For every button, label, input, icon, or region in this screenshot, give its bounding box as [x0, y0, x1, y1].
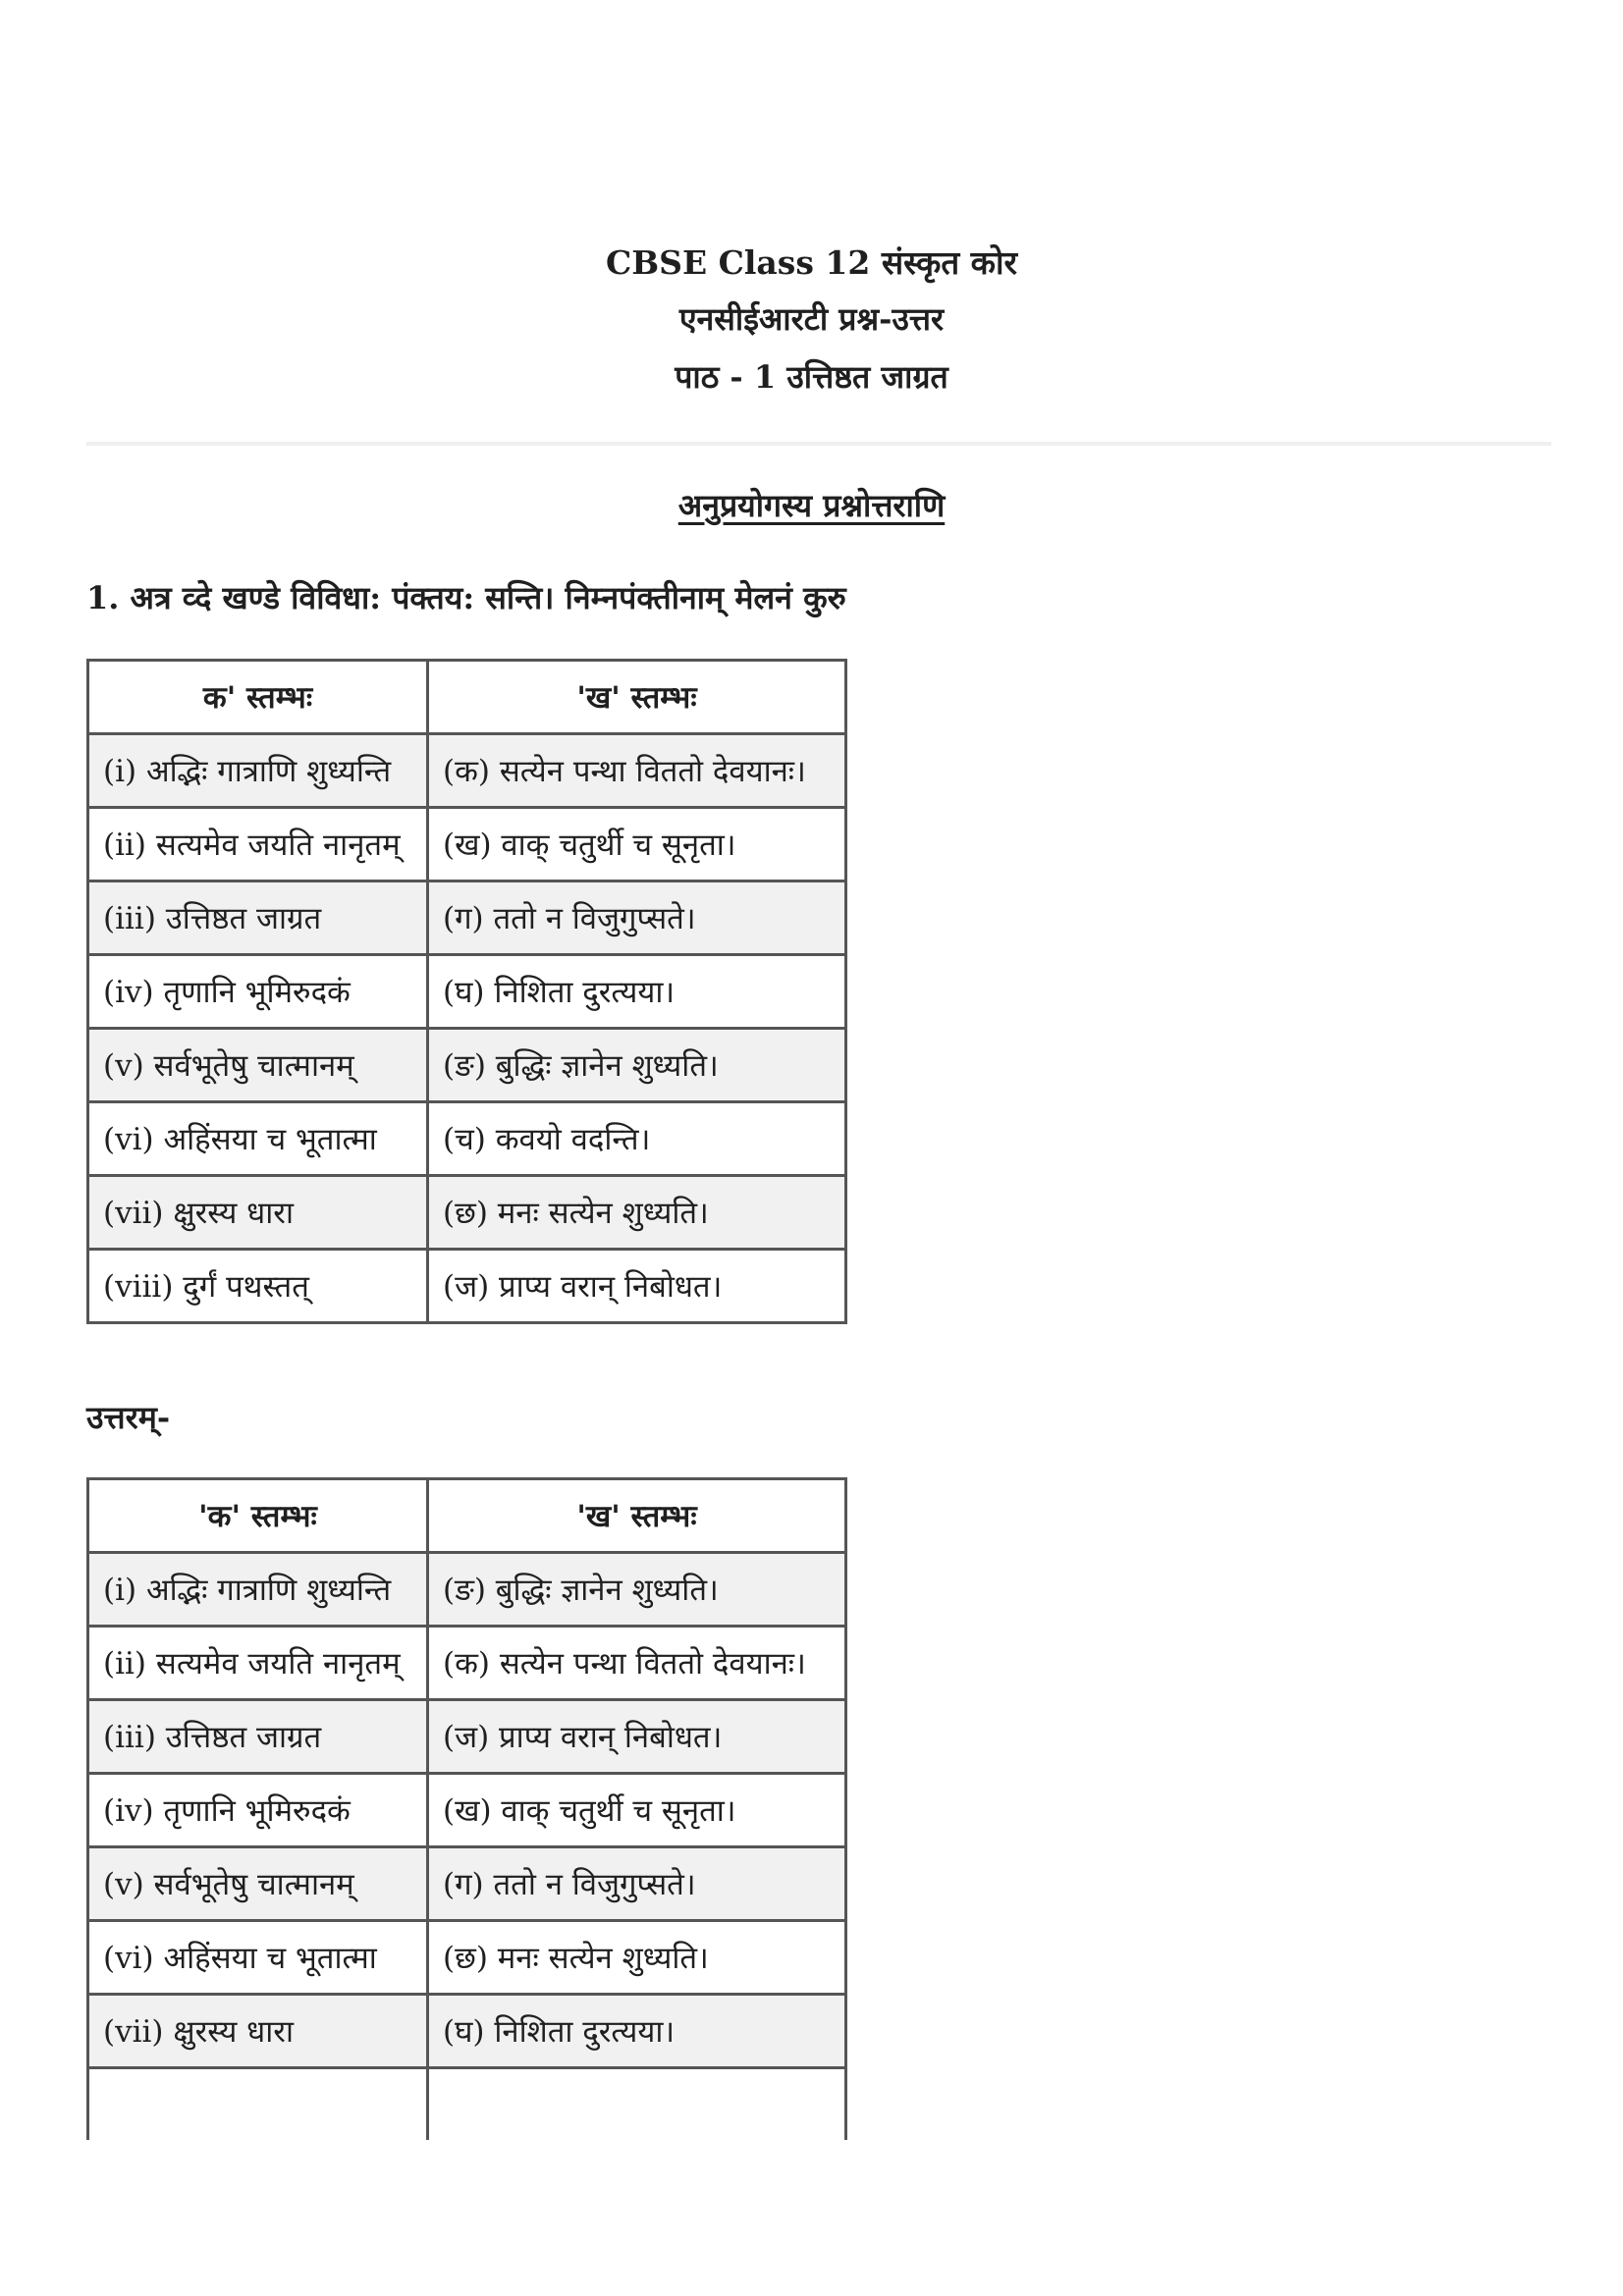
cell-ka: (v) सर्वभूतेषु चात्मानम् — [88, 1029, 428, 1102]
cell-ka: (iii) उत्तिष्ठत जाग्रत — [88, 1700, 428, 1774]
cell-ka: (viii) दुर्गं पथस्तत् — [88, 1250, 428, 1323]
table-row — [88, 1700, 846, 1774]
cell-kha: (छ) मनः सत्येन शुध्यति। — [428, 1921, 846, 1995]
answer-label: उत्तरम्- — [86, 1399, 171, 1436]
doc-subtitle: एनसीईआरटी प्रश्न-उत्तर — [678, 300, 945, 338]
question-match-table — [86, 659, 847, 1324]
cell-kha: (घ) निशिता दुरत्यया। — [428, 1995, 846, 2068]
cell-kha: (छ) मनः सत्येन शुध्यति। — [428, 1176, 846, 1250]
cell-ka: (vii) क्षुरस्य धारा — [88, 1176, 428, 1250]
table-row — [88, 1250, 846, 1323]
cell-kha: (ग) ततो न विजुगुप्सते। — [428, 881, 846, 955]
table-header-row — [88, 661, 846, 734]
table-row — [88, 734, 846, 808]
cell-ka: (ii) सत्यमेव जयति नानृतम् — [88, 808, 428, 881]
cell-kha: (ङ) बुद्धिः ज्ञानेन शुध्यति। — [428, 1553, 846, 1627]
cell-ka: (ii) सत्यमेव जयति नानृतम् — [88, 1627, 428, 1700]
column-header-kha: 'ख' स्तम्भः — [428, 661, 846, 734]
cell-kha: (ख) वाक् चतुर्थी च सूनृता। — [428, 808, 846, 881]
cell-kha: (ङ) बुद्धिः ज्ञानेन शुध्यति। — [428, 1029, 846, 1102]
table-row — [88, 1995, 846, 2068]
cell-kha: (ज) प्राप्य वरान् निबोधत। — [428, 1700, 846, 1774]
cell-ka: (iii) उत्तिष्ठत जाग्रत — [88, 881, 428, 955]
cell-ka: (iv) तृणानि भूमिरुदकं — [88, 1774, 428, 1847]
cell-ka: (iv) तृणानि भूमिरुदकं — [88, 955, 428, 1029]
table-row — [88, 1847, 846, 1921]
cell-ka: (i) अद्भिः गात्राणि शुध्यन्ति — [88, 1553, 428, 1627]
cell-kha: (ज) प्राप्य वरान् निबोधत। — [428, 1250, 846, 1323]
doc-title: CBSE Class 12 संस्कृत कोर — [605, 243, 1018, 282]
cell-ka: (i) अद्भिः गात्राणि शुध्यन्ति — [88, 734, 428, 808]
cell-kha: (क) सत्येन पन्था विततो देवयानः। — [428, 734, 846, 808]
table-row — [88, 1102, 846, 1176]
column-header-ka: क' स्तम्भः — [88, 661, 428, 734]
cell-ka: (vi) अहिंसया च भूतात्मा — [88, 1921, 428, 1995]
column-header-kha: 'ख' स्तम्भः — [428, 1479, 846, 1553]
column-header-ka: 'क' स्तम्भः — [88, 1479, 428, 1553]
section-title: अनुप्रयोगस्य प्रश्नोत्तराणि — [677, 487, 946, 524]
cell-kha: (ख) वाक् चतुर्थी च सूनृता। — [428, 1774, 846, 1847]
cell-ka — [88, 2068, 428, 2141]
table-row — [88, 1176, 846, 1250]
table-row — [88, 1627, 846, 1700]
table-header-row — [88, 1479, 846, 1553]
table-row — [88, 808, 846, 881]
cell-ka: (vi) अहिंसया च भूतात्मा — [88, 1102, 428, 1176]
table-row — [88, 1553, 846, 1627]
cell-kha: (ग) ततो न विजुगुप्सते। — [428, 1847, 846, 1921]
table-row — [88, 1921, 846, 1995]
answer-match-table — [86, 1477, 847, 2140]
lesson-title: पाठ - 1 उत्तिष्ठत जाग्रत — [675, 358, 948, 396]
cell-kha: (घ) निशिता दुरत्यया। — [428, 955, 846, 1029]
question-text: 1. अत्र व्दे खण्डे विविधा: पंक्तय: सन्ति। निम्नपंक्तीनाम् मेलनं कुरु — [86, 579, 846, 616]
table-row — [88, 1774, 846, 1847]
table-row — [88, 955, 846, 1029]
cell-ka: (v) सर्वभूतेषु चात्मानम् — [88, 1847, 428, 1921]
cell-kha — [428, 2068, 846, 2141]
table-row — [88, 1029, 846, 1102]
table-row — [88, 2068, 846, 2141]
divider — [86, 442, 1551, 446]
table-row — [88, 881, 846, 955]
cell-kha: (क) सत्येन पन्था विततो देवयानः। — [428, 1627, 846, 1700]
cell-kha: (च) कवयो वदन्ति। — [428, 1102, 846, 1176]
cell-ka: (vii) क्षुरस्य धारा — [88, 1995, 428, 2068]
